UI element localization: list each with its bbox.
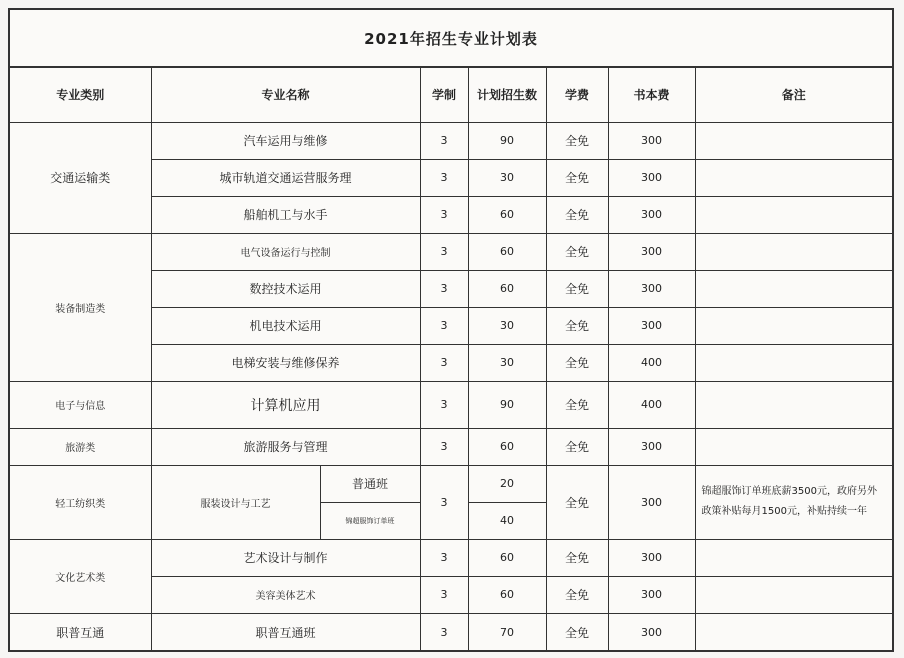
header-category: 专业类别 (10, 67, 151, 122)
remark-cell (695, 539, 892, 576)
years-cell: 3 (420, 613, 468, 651)
books-cell: 300 (608, 233, 695, 270)
enrollment-plan-sheet (8, 8, 894, 652)
books-cell: 300 (608, 539, 695, 576)
years-cell: 3 (420, 159, 468, 196)
remark-cell (695, 307, 892, 344)
table-row (10, 122, 892, 159)
table-row (10, 465, 892, 502)
major-name: 服装设计与工艺 (151, 465, 320, 539)
major-name: 电梯安装与维修保养 (151, 344, 420, 381)
years-cell: 3 (420, 196, 468, 233)
header-remarks: 备注 (695, 67, 892, 122)
class-type-regular: 普通班 (320, 465, 420, 502)
header-tuition: 学费 (546, 67, 608, 122)
plan-cell: 60 (468, 576, 546, 613)
plan-cell: 30 (468, 307, 546, 344)
tuition-cell: 全免 (546, 233, 608, 270)
major-name: 职普互通班 (151, 613, 420, 651)
category-cell: 装备制造类 (10, 233, 151, 381)
plan-cell: 30 (468, 159, 546, 196)
table-row (10, 428, 892, 465)
years-cell: 3 (420, 307, 468, 344)
books-cell: 400 (608, 344, 695, 381)
tuition-cell: 全免 (546, 613, 608, 651)
plan-cell: 30 (468, 344, 546, 381)
category-cell: 文化艺术类 (10, 539, 151, 613)
tuition-cell: 全免 (546, 576, 608, 613)
header-row (10, 67, 892, 122)
plan-cell: 20 (468, 465, 546, 502)
plan-cell: 60 (468, 428, 546, 465)
header-name: 专业名称 (151, 67, 420, 122)
remark-cell (695, 159, 892, 196)
header-plan: 计划招生数 (468, 67, 546, 122)
years-cell: 3 (420, 122, 468, 159)
table-row (10, 539, 892, 576)
major-name: 机电技术运用 (151, 307, 420, 344)
plan-cell: 60 (468, 196, 546, 233)
tuition-cell: 全免 (546, 270, 608, 307)
category-cell: 电子与信息 (10, 381, 151, 428)
remark-cell (695, 344, 892, 381)
books-cell: 300 (608, 428, 695, 465)
remark-cell (695, 381, 892, 428)
tuition-cell: 全免 (546, 465, 608, 539)
years-cell: 3 (420, 539, 468, 576)
years-cell: 3 (420, 270, 468, 307)
plan-cell: 90 (468, 122, 546, 159)
books-cell: 300 (608, 465, 695, 539)
class-type-order: 锦超服饰订单班 (320, 502, 420, 539)
remark-cell (695, 613, 892, 651)
books-cell: 400 (608, 381, 695, 428)
category-cell: 职普互通 (10, 613, 151, 651)
years-cell: 3 (420, 428, 468, 465)
remark-cell (695, 576, 892, 613)
plan-cell: 60 (468, 233, 546, 270)
category-cell: 交通运输类 (10, 122, 151, 233)
books-cell: 300 (608, 159, 695, 196)
category-cell: 旅游类 (10, 428, 151, 465)
table-row (10, 613, 892, 651)
tuition-cell: 全免 (546, 539, 608, 576)
major-name: 美容美体艺术 (151, 576, 420, 613)
major-name: 电气设备运行与控制 (151, 233, 420, 270)
category-cell: 轻工纺织类 (10, 465, 151, 539)
header-books: 书本费 (608, 67, 695, 122)
page-title: 2021年招生专业计划表 (10, 10, 892, 68)
remark-cell (695, 270, 892, 307)
major-name: 计算机应用 (151, 381, 420, 428)
tuition-cell: 全免 (546, 196, 608, 233)
plan-cell: 60 (468, 539, 546, 576)
tuition-cell: 全免 (546, 344, 608, 381)
major-name: 数控技术运用 (151, 270, 420, 307)
remark-cell: 锦超服饰订单班底薪3500元，政府另外政策补贴每月1500元，补贴持续一年 (695, 465, 892, 539)
remark-cell (695, 122, 892, 159)
years-cell: 3 (420, 465, 468, 539)
major-name: 船舶机工与水手 (151, 196, 420, 233)
years-cell: 3 (420, 576, 468, 613)
books-cell: 300 (608, 576, 695, 613)
header-years: 学制 (420, 67, 468, 122)
major-name: 汽车运用与维修 (151, 122, 420, 159)
plan-cell: 90 (468, 381, 546, 428)
plan-cell: 40 (468, 502, 546, 539)
books-cell: 300 (608, 307, 695, 344)
books-cell: 300 (608, 196, 695, 233)
major-name: 城市轨道交通运营服务理 (151, 159, 420, 196)
years-cell: 3 (420, 344, 468, 381)
plan-cell: 60 (468, 270, 546, 307)
major-name: 艺术设计与制作 (151, 539, 420, 576)
tuition-cell: 全免 (546, 159, 608, 196)
books-cell: 300 (608, 270, 695, 307)
plan-cell: 70 (468, 613, 546, 651)
tuition-cell: 全免 (546, 122, 608, 159)
tuition-cell: 全免 (546, 307, 608, 344)
remark-cell (695, 233, 892, 270)
enrollment-table (10, 67, 892, 651)
table-row (10, 381, 892, 428)
table-row (10, 233, 892, 270)
tuition-cell: 全免 (546, 428, 608, 465)
years-cell: 3 (420, 381, 468, 428)
years-cell: 3 (420, 233, 468, 270)
remark-cell (695, 428, 892, 465)
remark-cell (695, 196, 892, 233)
books-cell: 300 (608, 122, 695, 159)
tuition-cell: 全免 (546, 381, 608, 428)
books-cell: 300 (608, 613, 695, 651)
major-name: 旅游服务与管理 (151, 428, 420, 465)
